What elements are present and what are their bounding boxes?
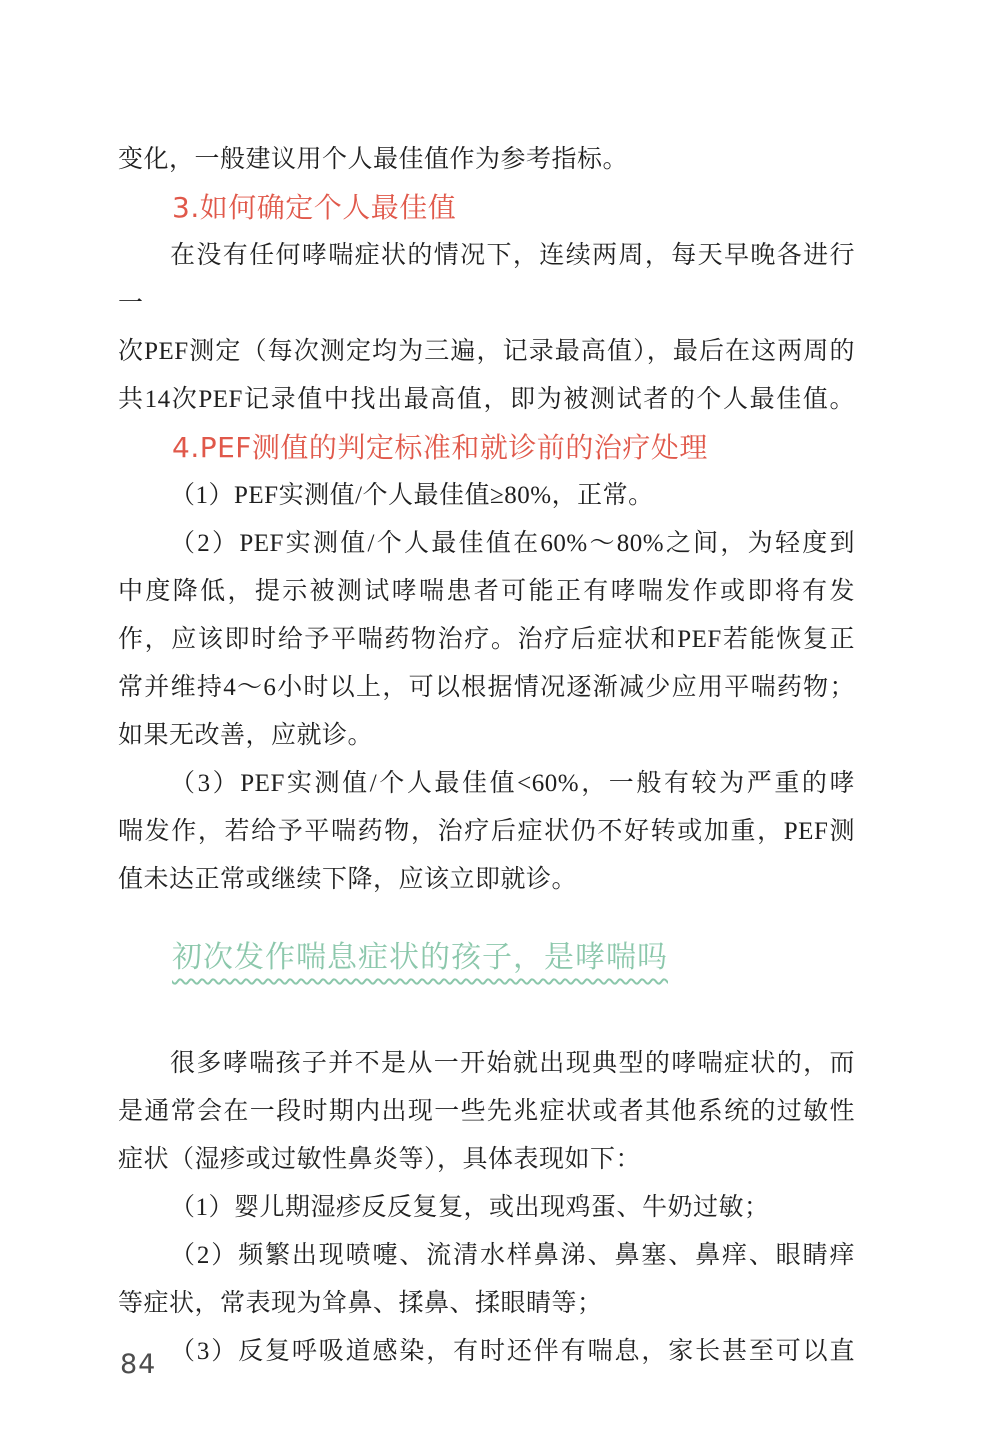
- text-line: （1）婴儿期湿疹反反复复，或出现鸡蛋、牛奶过敏；: [170, 1194, 770, 1221]
- text-line: 值未达正常或继续下降，应该立即就诊。: [118, 866, 578, 893]
- text-line: 中度降低，提示被测试哮喘患者可能正有哮喘发作或即将有发: [118, 578, 855, 605]
- text-line: 等症状，常表现为耸鼻、揉鼻、揉眼睛等；: [118, 1290, 603, 1317]
- text-line: （3）PEF实测值/个人最佳值<60%，一般有较为严重的哮: [170, 770, 855, 797]
- text-line: 次PEF测定（每次测定均为三遍，记录最高值），最后在这两周的: [118, 338, 855, 365]
- text-line: 喘发作，若给予平喘药物，治疗后症状仍不好转或加重，PEF测: [118, 818, 855, 845]
- page-content: [118, 136, 855, 1376]
- page-number: 84: [120, 1349, 157, 1380]
- text-line: 在没有任何哮喘症状的情况下，连续两周，每天早晚各进行一: [118, 242, 855, 317]
- text-line: （2）频繁出现喷嚏、流清水样鼻涕、鼻塞、鼻痒、眼睛痒: [170, 1242, 855, 1269]
- section-title: [172, 938, 855, 978]
- text-line: 作，应该即时给予平喘药物治疗。治疗后症状和PEF若能恢复正: [118, 626, 855, 653]
- text-line: 如果无改善，应就诊。: [118, 722, 374, 749]
- subsection-heading: 3.如何确定个人最佳值: [172, 191, 457, 224]
- text-line: 常并维持4～6小时以上，可以根据情况逐渐减少应用平喘药物；: [118, 674, 855, 701]
- text-line: 共14次PEF记录值中找出最高值，即为被测试者的个人最佳值。: [118, 386, 855, 413]
- text-line: 症状（湿疹或过敏性鼻炎等），具体表现如下：: [118, 1146, 642, 1173]
- text-line: （1）PEF实测值/个人最佳值≥80%，正常。: [170, 482, 654, 509]
- text-line: 是通常会在一段时期内出现一些先兆症状或者其他系统的过敏性: [118, 1098, 855, 1125]
- text-line: 很多哮喘孩子并不是从一开始就出现典型的哮喘症状的，而: [170, 1050, 855, 1077]
- text-line: 变化，一般建议用个人最佳值作为参考指标。: [118, 146, 629, 173]
- text-line: （3）反复呼吸道感染，有时还伴有喘息，家长甚至可以直: [170, 1338, 855, 1365]
- section-title-text: 初次发作喘息症状的孩子，是哮喘吗: [172, 940, 668, 975]
- subsection-heading: 4.PEF测值的判定标准和就诊前的治疗处理: [172, 431, 708, 464]
- text-line: （2）PEF实测值/个人最佳值在60%～80%之间，为轻度到: [170, 530, 855, 557]
